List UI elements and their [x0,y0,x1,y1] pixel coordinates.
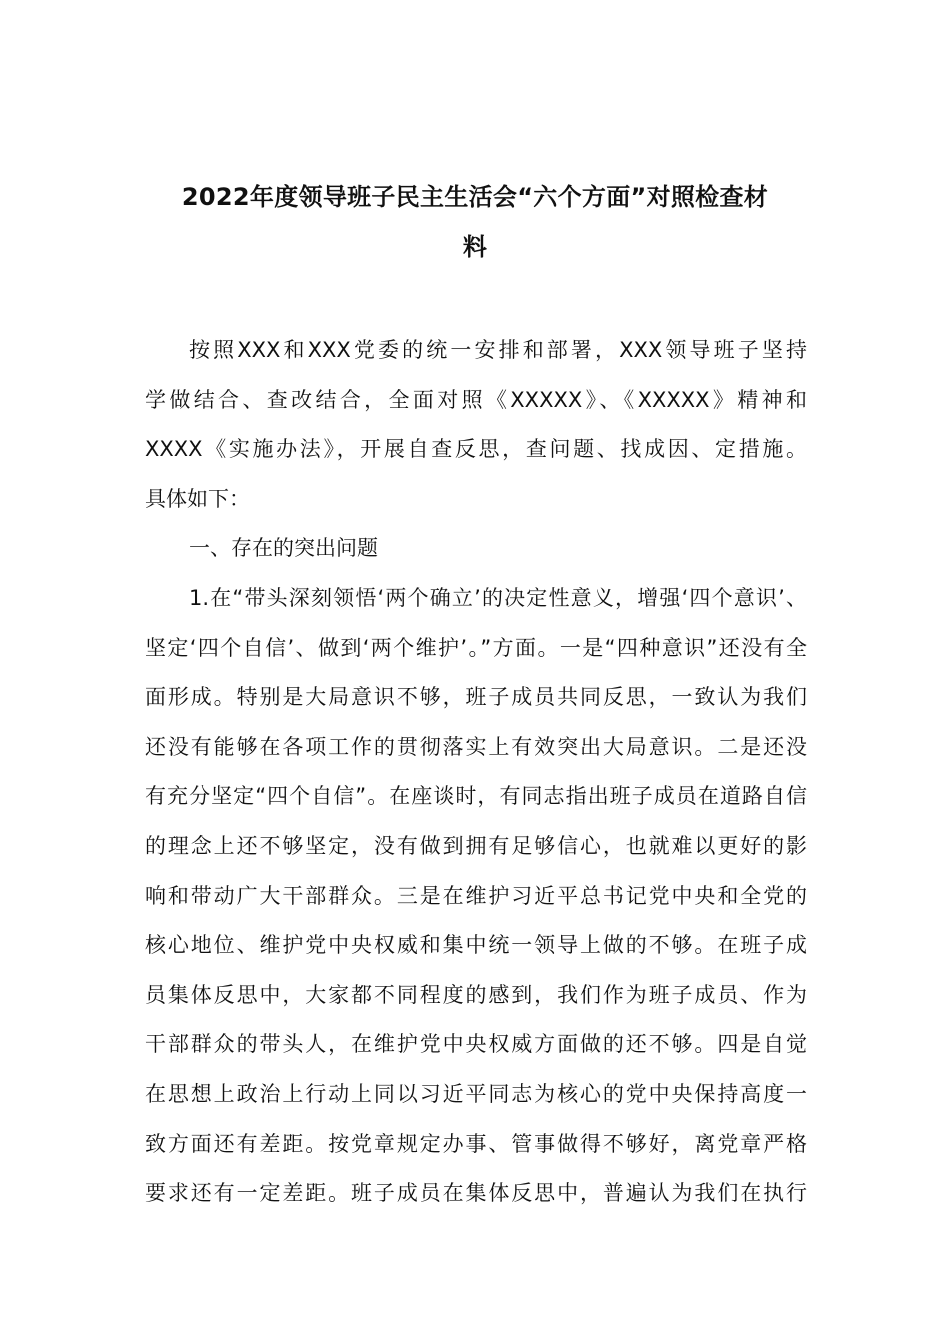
paragraph-line: 1.在“带头深刻领悟‘两个确立’的决定性意义，增强‘四个意识’、 [189,585,807,610]
paragraph-line: XXXX《实施办法》，开展自查反思，查问题、找成因、定措施。 [145,437,807,462]
paragraph-line: 在思想上政治上行动上同以习近平同志为核心的党中央保持高度一 [145,1081,807,1106]
paragraph-line: 面形成。特别是大局意识不够，班子成员共同反思，一致认为我们 [145,685,807,710]
paragraph-line: 响和带动广大干部群众。三是在维护习近平总书记党中央和全党的 [145,883,807,908]
paragraph-line: 具体如下： [145,486,250,511]
paragraph-line: 干部群众的带头人，在维护党中央权威方面做的还不够。四是自觉 [145,1032,807,1057]
section-heading: 一、存在的突出问题 [189,536,378,561]
document-title [145,172,805,272]
paragraph-line: 还没有能够在各项工作的贯彻落实上有效突出大局意识。二是还没 [145,734,807,759]
problem-paragraph [145,574,807,1219]
paragraph-line: 坚定‘四个自信’、做到‘两个维护’。”方面。一是“四种意识”还没有全 [145,635,807,660]
intro-paragraph [145,326,807,524]
paragraph-line: 致方面还有差距。按党章规定办事、管事做得不够好，离党章严格 [145,1131,807,1156]
paragraph-line: 要求还有一定差距。班子成员在集体反思中，普遍认为我们在执行 [145,1181,807,1206]
paragraph-line: 学做结合、查改结合，全面对照《XXXXX》、《XXXXX》精神和 [145,387,807,412]
paragraph-line: 员集体反思中，大家都不同程度的感到，我们作为班子成员、作为 [145,982,807,1007]
paragraph-line: 核心地位、维护党中央权威和集中统一领导上做的不够。在班子成 [145,933,807,958]
paragraph-line: 按照XXX和XXX党委的统一安排和部署，XXX领导班子坚持 [189,338,807,362]
paragraph-line: 有充分坚定“四个自信”。在座谈时，有同志指出班子成员在道路自信 [145,784,807,809]
document-body [145,326,807,1219]
title-line-2: 料 [462,233,488,261]
title-line-1: 2022年度领导班子民主生活会“六个方面”对照检查材 [181,183,769,211]
paragraph-line: 的理念上还不够坚定，没有做到拥有足够信心，也就难以更好的影 [145,833,807,858]
